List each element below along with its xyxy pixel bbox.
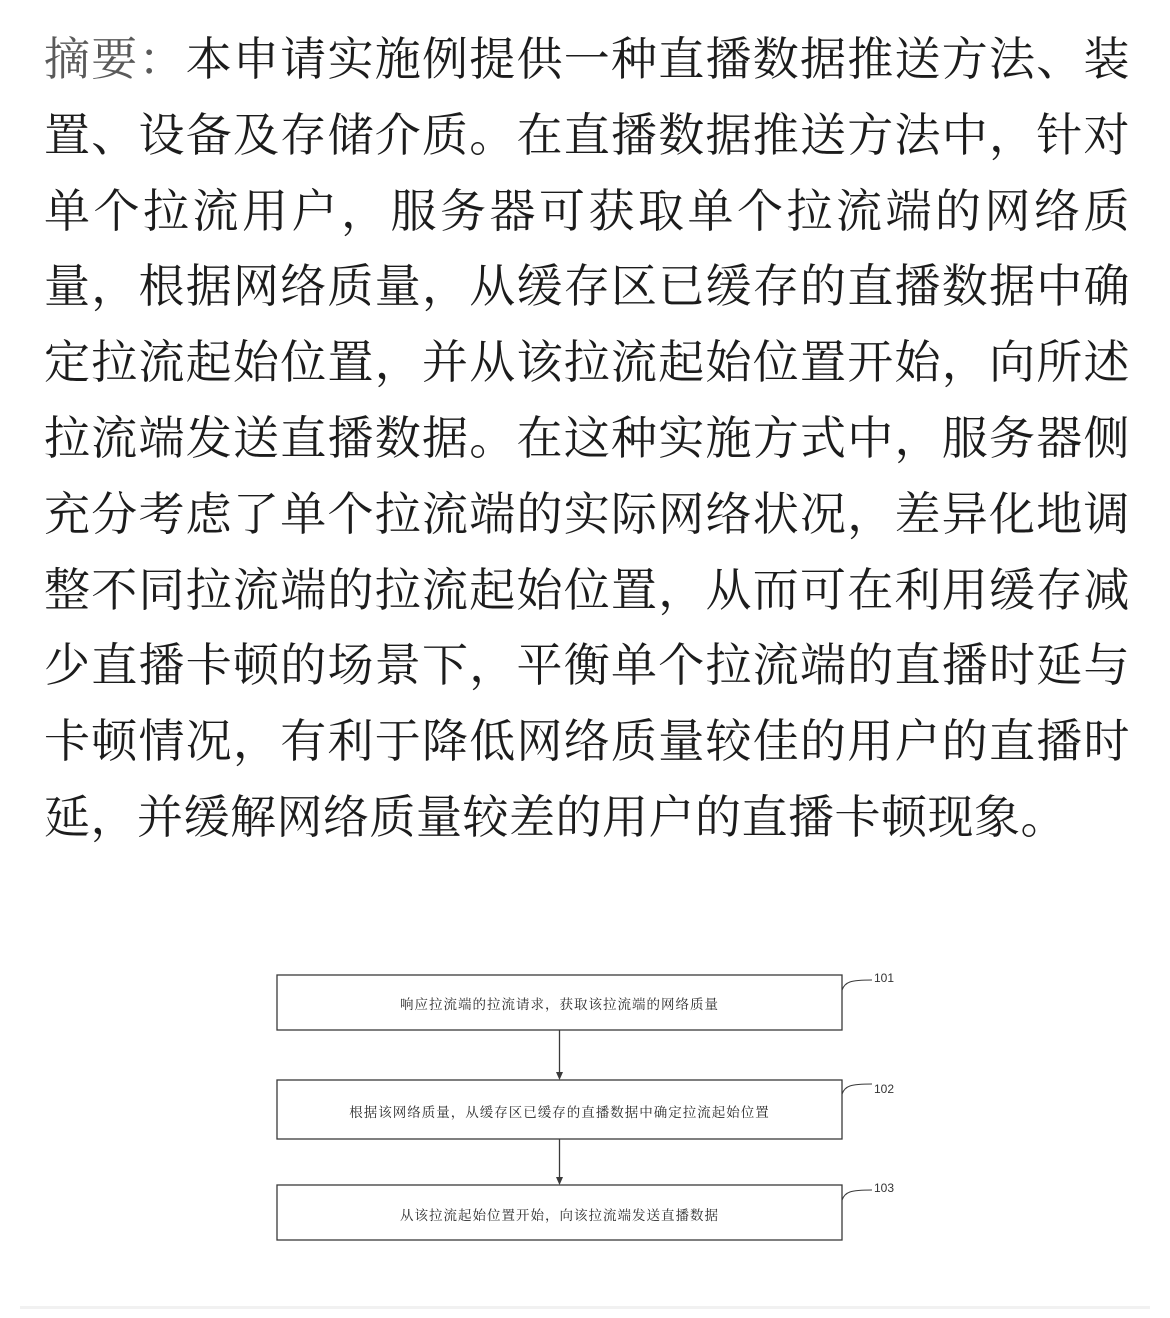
abstract-text: 本申请实施例提供一种直播数据推送方法、装置、设备及存储介质。在直播数据推送方法中，针对单个拉流用户，服务器可获取单个拉流端的网络质量，根据网络质量，从缓存区已缓存的直播数据中确定拉流起始位置，并从该拉流起始位置开始，向所述拉流端发送直播数据。在这种实施方式中，服务器侧充分考虑了单个拉流端的实际网络状况，差异化地调整不同拉流端的拉流起始位置，从而可在利用缓存减少直播卡顿的场景下，平衡单个拉流端的直播时延与卡顿情况，有利于降低网络质量较佳的用户的直播时延，并缓解网络质量较差的用户的直播卡顿现象。 <box>44 32 1130 844</box>
bottom-divider <box>20 1306 1150 1309</box>
abstract-label: 摘要： <box>44 32 186 86</box>
leader-102 <box>842 1084 872 1094</box>
leader-103 <box>842 1190 872 1200</box>
step-text-103: 从该拉流起始位置开始，向该拉流端发送直播数据 <box>400 1208 719 1224</box>
step-number-103: 103 <box>874 1181 895 1195</box>
abstract-paragraph <box>44 22 1130 856</box>
step-text-102: 根据该网络质量，从缓存区已缓存的直播数据中确定拉流起始位置 <box>349 1105 770 1121</box>
flowchart-figure <box>0 960 1170 1260</box>
leader-101 <box>842 980 872 990</box>
step-number-101: 101 <box>874 971 895 985</box>
arrow-head-1 <box>556 1072 563 1080</box>
arrow-head-2 <box>556 1177 563 1185</box>
step-number-102: 102 <box>874 1082 895 1096</box>
step-text-101: 响应拉流端的拉流请求，获取该拉流端的网络质量 <box>400 997 719 1013</box>
